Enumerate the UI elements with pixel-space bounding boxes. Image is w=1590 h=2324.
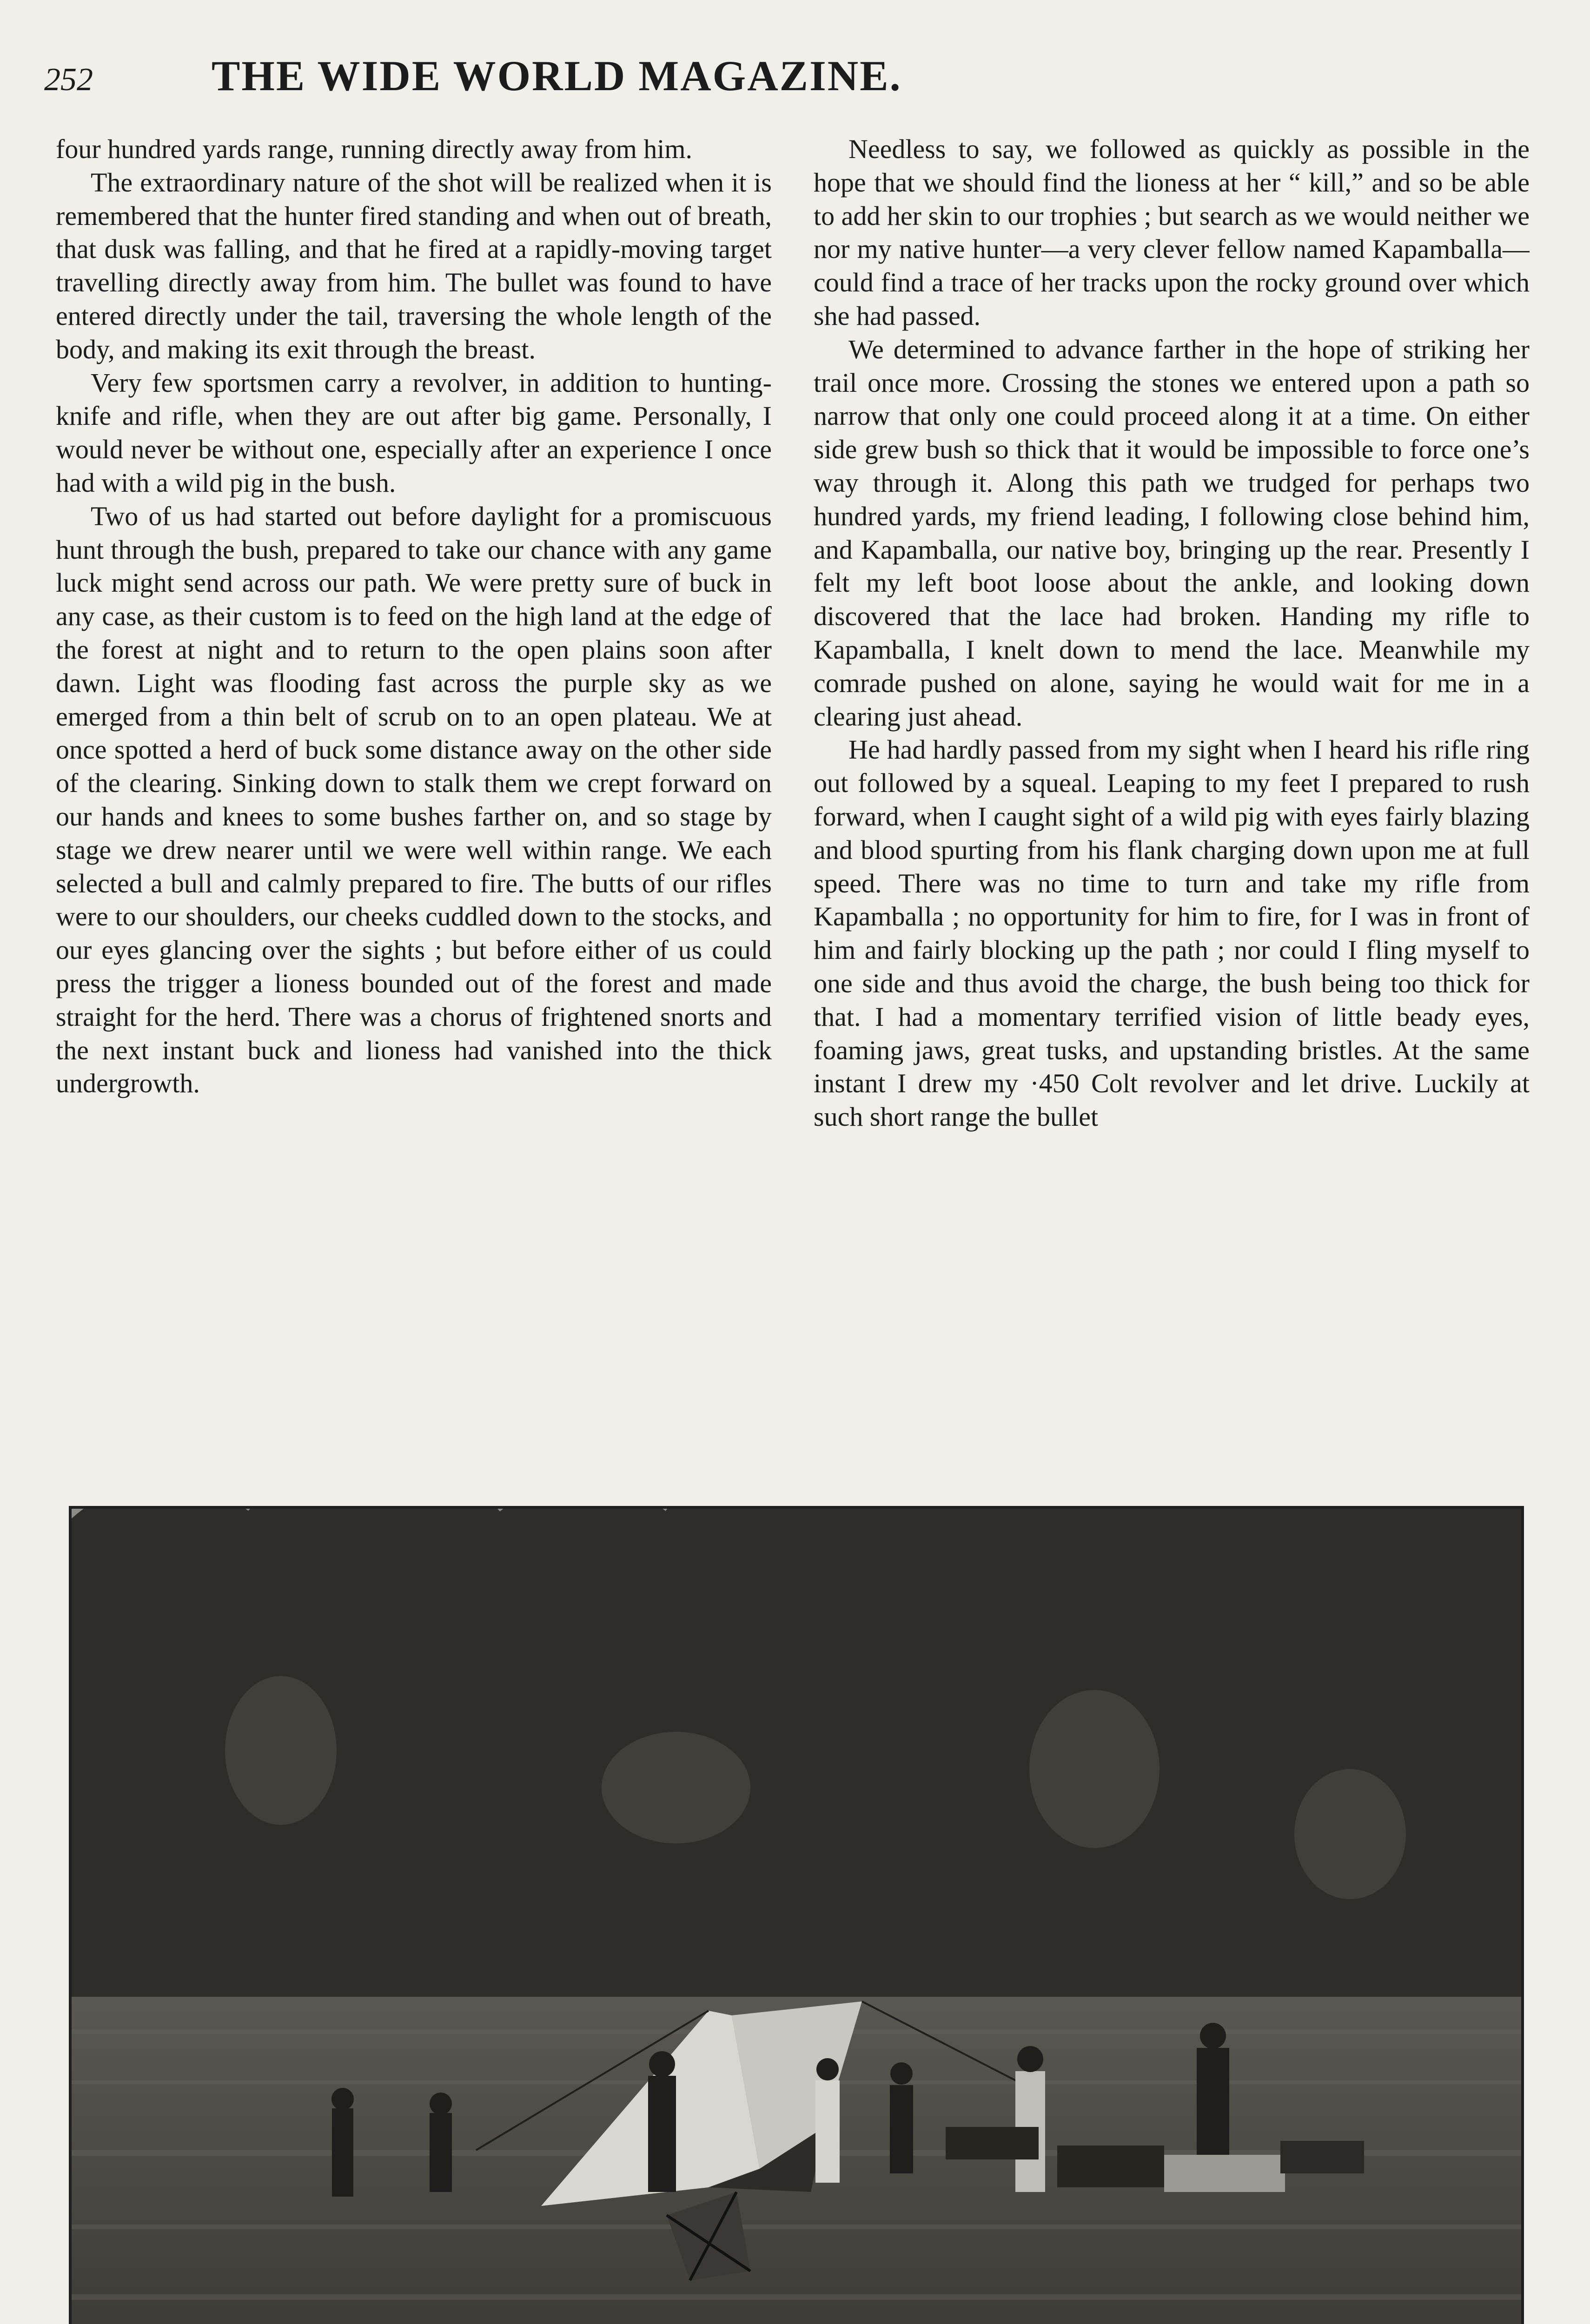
paragraph: We determined to advance farther in the hope of striking her trail once more. Crossing the stones we entered upon a path so narrow that only one could proceed along it at a time. On either side grew bush so thick that it would be impossible to force one’s way through it. Along this path we trudged for perhaps two hundred yards, my friend leading, I following close behind him, and Kapamballa, our native boy, bringing up the rear. Presently I felt my left boot loose about the ankle, and looking down discovered that the lace had broken. Handing my rifle to Kapamballa, I knelt down to mend the lace. Meanwhile my comrade pushed on alone, saying he would wait for me in a clearing just ahead.	[814, 334, 1530, 732]
paragraph: The extraordinary nature of the shot will be realized when it is remembered that the hunter fired standing and when out of breath, that dusk was falling, and that he fired at a rapidly-moving target travelling directly away from him. The bullet was found to have entered directly under the tail, traversing the whole length of the body, and making its exit through the breast.	[56, 167, 772, 364]
camp-photo-illustration	[72, 1509, 1521, 2324]
right-column	[814, 132, 1530, 1480]
paragraph: Needless to say, we followed as quickly as possible in the hope that we should find the lioness at her “ kill,” and so be able to add her skin to our trophies ; but search as we would neither we nor my native hunter—a very clever fellow named Kapamballa—could find a trace of her tracks upon the rocky ground over which she had passed.	[814, 134, 1530, 331]
camp-photograph	[69, 1506, 1524, 2324]
running-title: THE WIDE WORLD MAGAZINE.	[212, 52, 902, 99]
paragraph: He had hardly passed from my sight when I heard his rifle ring out followed by a squeal. Leaping to my feet I prepared to rush forward, when I caught sight of a wild pig with eyes fairly blazing and blood spurting from his flank charging down upon me at full speed. There was no time to turn and take my rifle from Kapamballa ; no opportunity for him to fire, for I was in front of him and fairly blocking up the path ; nor could I fling myself to one side and thus avoid the charge, the bush being too thick for that. I had a momentary terrified vision of little beady eyes, foaming jaws, great tusks, and upstanding bristles. At the same instant I drew my ·450 Colt revolver and let drive. Luckily at such short range the bullet	[814, 734, 1530, 1132]
paragraph: Two of us had started out before daylight for a promiscuous hunt through the bush, prepared to take our chance with any game luck might send across our path. We were pretty sure of buck in any case, as their custom is to feed on the high land at the edge of the forest at night and to return to the open plains soon after dawn. Light was flooding fast across the purple sky as we emerged from a thin belt of scrub on to an open plateau. We at once spotted a herd of buck some distance away on the other side of the clearing. Sinking down to stalk them we crept forward on our hands and knees to some bushes farther on, and so stage by stage we drew nearer until we were well within range. We each selected a bull and calmly prepared to fire. The butts of our rifles were to our shoulders, our cheeks cuddled down to the stocks, and our eyes glancing over the sights ; but before either of us could press the trigger a lioness bounded out of the forest and made straight for the herd. There was a chorus of frightened snorts and the next instant buck and lioness had vanished into the thick undergrowth.	[56, 501, 772, 1099]
paragraph: Very few sportsmen carry a revolver, in addition to hunting-knife and rifle, when they are out after big game. Personally, I would never be without one, especially after an experience I once had with a wild pig in the bush.	[56, 367, 772, 498]
left-column	[56, 132, 772, 1480]
page-header	[44, 51, 1550, 107]
page-number: 252	[44, 62, 93, 98]
paragraph: four hundred yards range, running directly away from him.	[56, 134, 693, 164]
